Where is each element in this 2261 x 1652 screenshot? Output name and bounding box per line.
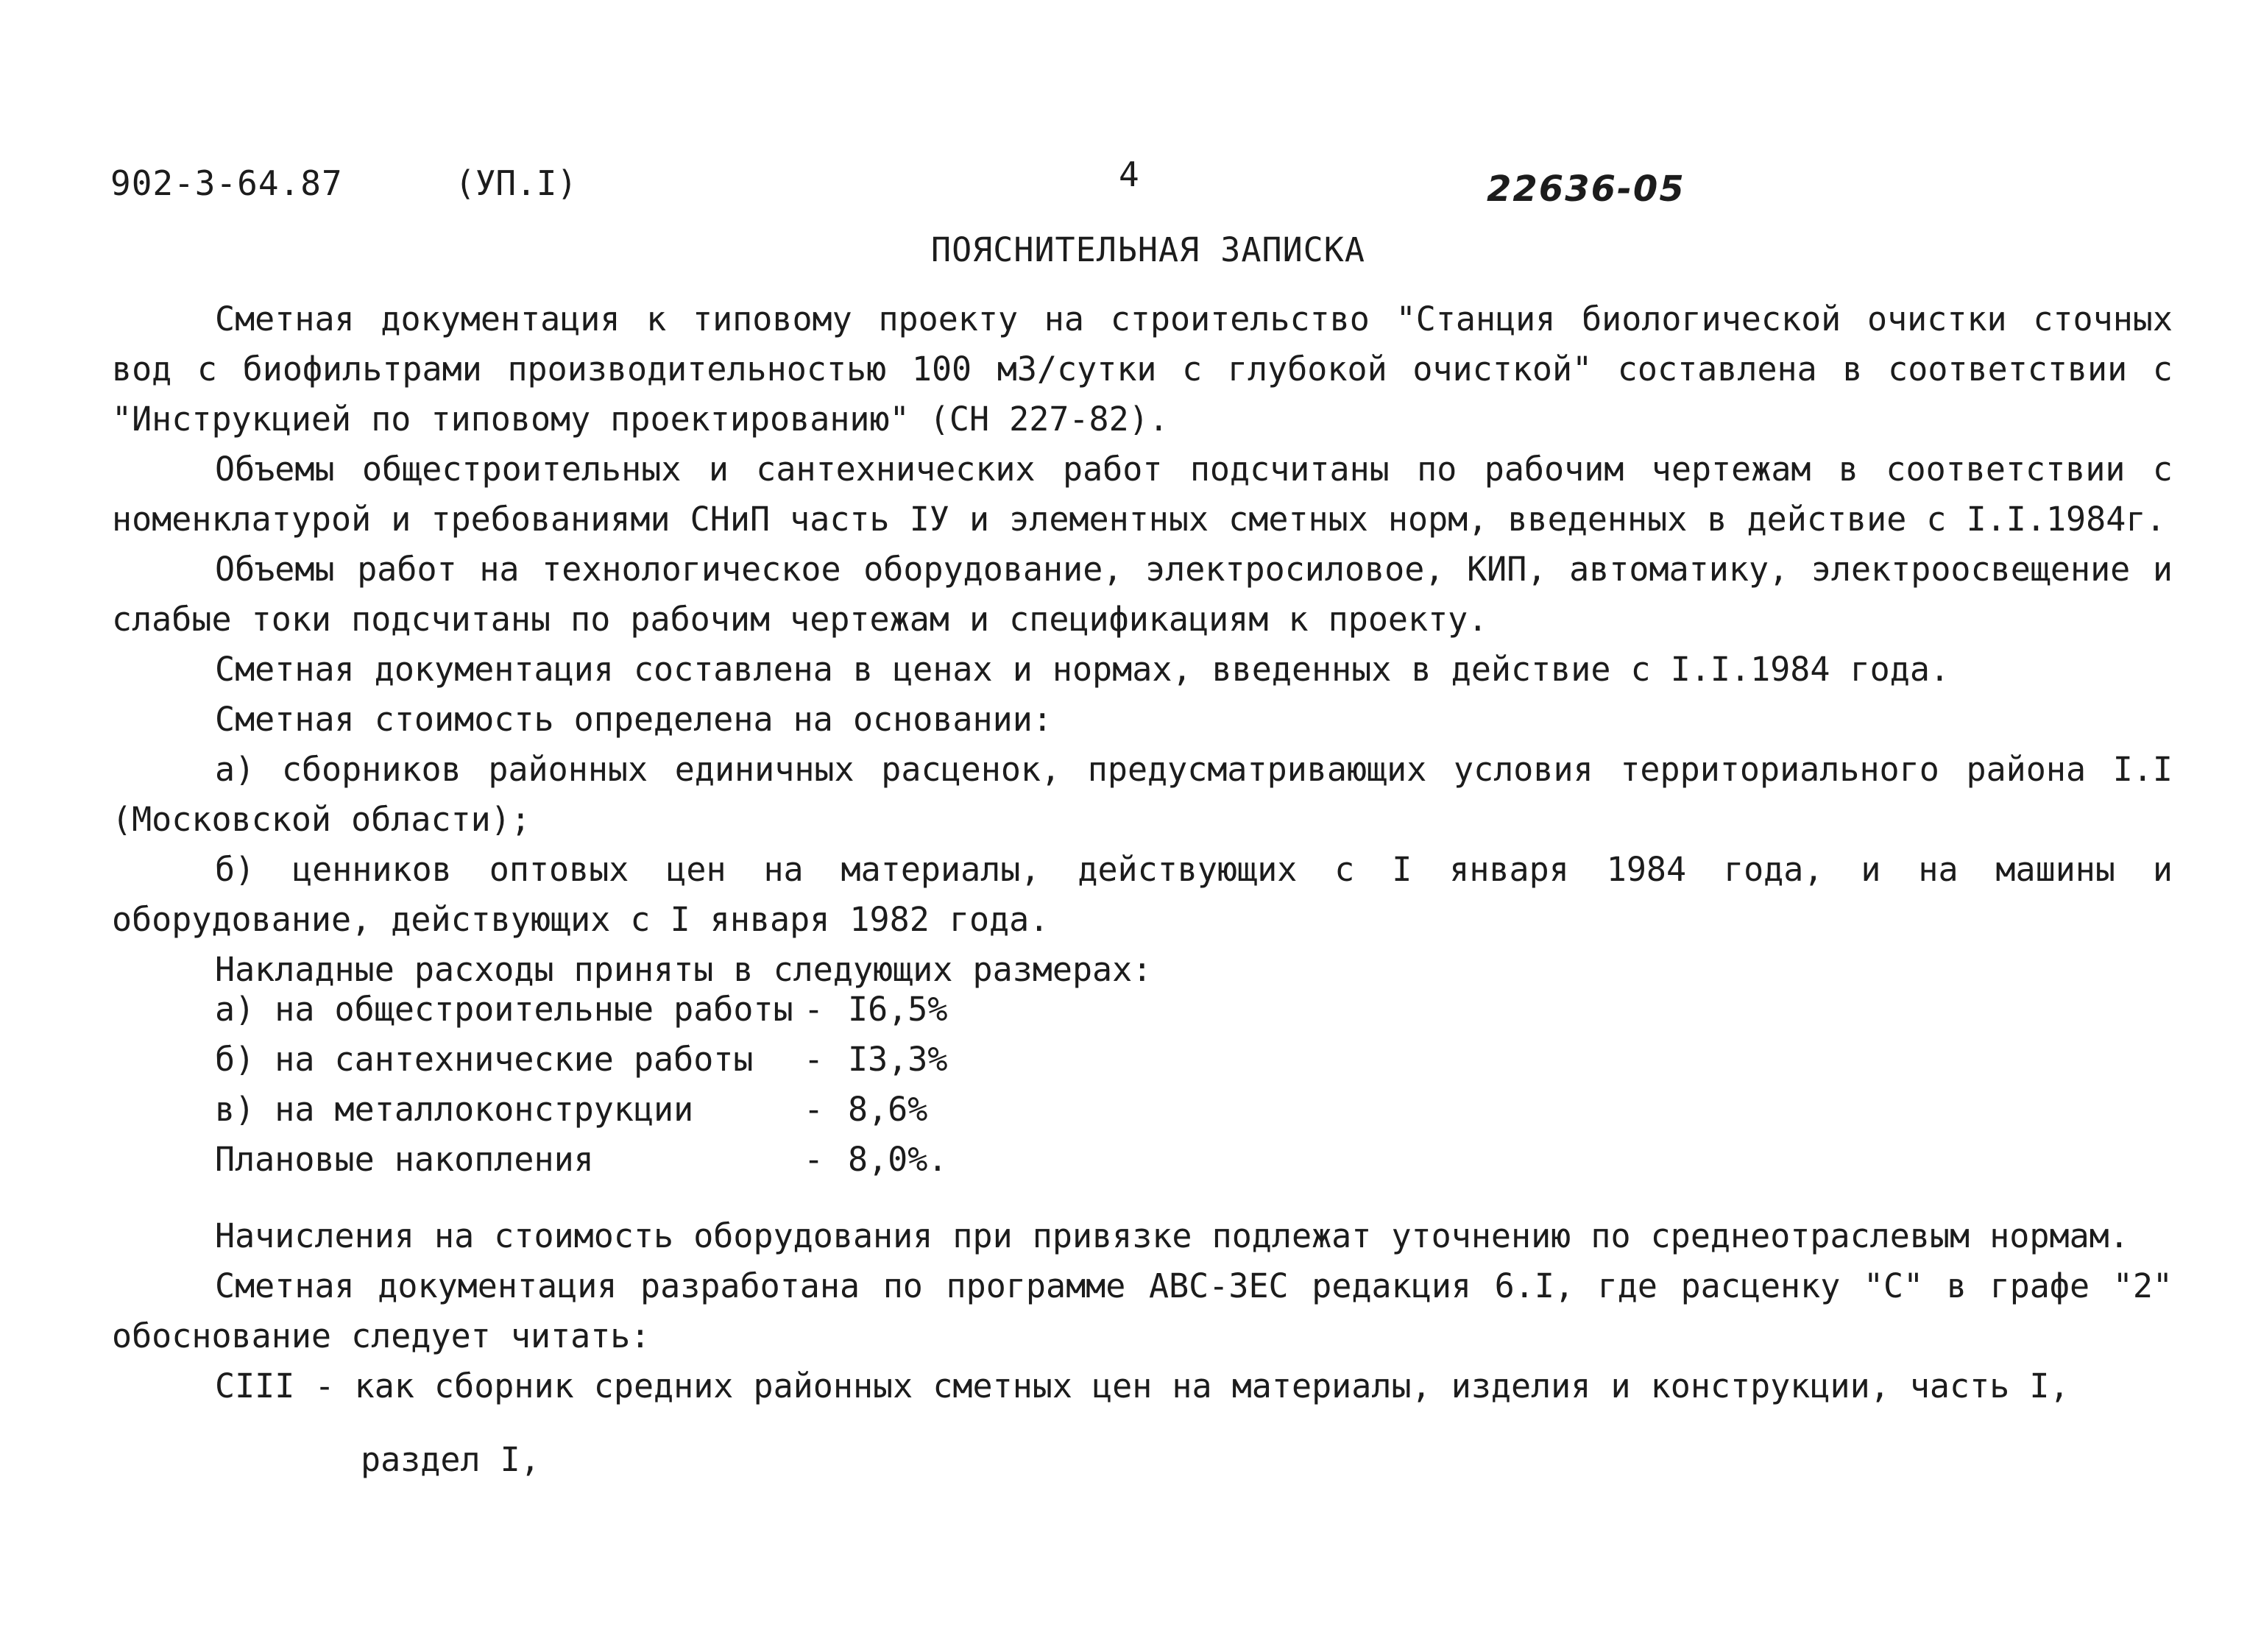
page-number: 4 [1119,155,1139,194]
rate-dash: - [804,1140,824,1179]
paragraph-construction-volumes: Объемы общестроительных и сантехнических работ подсчитаны по рабочим чертежам в соответствии с номенклатурой и требованиями СНиП часть IУ и элементных сметных норм, введенных в действие с I.I.1984г. [112,450,2173,539]
rate-row [215,1085,947,1135]
paragraph-basis-a: а) сборников районных единичных расценок, предусматривающих условия территориального района I.I (Московской области); [112,750,2173,839]
rate-dash: - [804,990,824,1029]
rate-row [215,985,947,1035]
document-code: 902-3-64.87 [110,163,343,203]
rate-dash: - [804,1090,824,1129]
paragraph-overheads: Накладные расходы приняты в следующих размерах: [215,950,1153,989]
edition-label: (УП.I) [455,163,578,203]
rate-label: в) на металлоконструкции [215,1090,694,1129]
rate-label: а) на общестроительные работы [215,990,793,1029]
rate-value: 8,0%. [848,1140,948,1179]
rate-row [215,1035,947,1085]
rate-value: 8,6% [848,1090,928,1129]
paragraph-software: Сметная документация разработана по программе АВС-ЗЕС редакция 6.I, где расценку "С" в графе "2" обоснование следует читать: [112,1266,2173,1355]
paragraph-scope: Сметная документация к типовому проекту на строительство "Станция биологической очистки сточных вод с биофильтрами производительностью 100 м3/сутки с глубокой очисткой" составлена в соответствии с "Инструкцией по типовому проектированию" (СН 227-82). [112,299,2173,439]
paragraph-cost-basis: Сметная стоимость определена на основании: [215,700,1052,739]
clause-c3: СIII - как сборник средних районных сметных цен на материалы, изделия и конструкции, часть I, [215,1366,2070,1405]
overhead-rates-list [215,985,947,1185]
rate-label: Плановые накопления [215,1140,594,1179]
document-title: ПОЯСНИТЕЛЬНАЯ ЗАПИСКА [931,230,1365,269]
paragraph-prices: Сметная документация составлена в ценах и нормах, введенных в действие с I.I.1984 года. [215,650,1950,689]
clause-c3-continuation: раздел I, [361,1440,540,1479]
intro-paragraphs [112,294,2173,995]
paragraph-equipment-charges: Начисления на стоимость оборудования при привязке подлежат уточнению по среднеотраслевым нормам. [215,1216,2129,1255]
rate-value: I3,3% [848,1040,948,1079]
paragraph-basis-b: б) ценников оптовых цен на материалы, действующих с I января 1984 года, и на машины и оборудование, действующих с I января 1982 года. [112,850,2173,939]
rate-value: I6,5% [848,990,948,1029]
rate-label: б) на сантехнические работы [215,1040,754,1079]
closing-paragraphs [112,1211,2173,1361]
rate-row [215,1135,947,1185]
rate-dash: - [804,1040,824,1079]
inventory-number: 22636-05 [1487,169,1685,210]
paragraph-equipment-volumes: Объемы работ на технологическое оборудование, электросиловое, КИП, автоматику, электроосвещение и слабые токи подсчитаны по рабочим чертежам и спецификациям к проекту. [112,550,2173,639]
